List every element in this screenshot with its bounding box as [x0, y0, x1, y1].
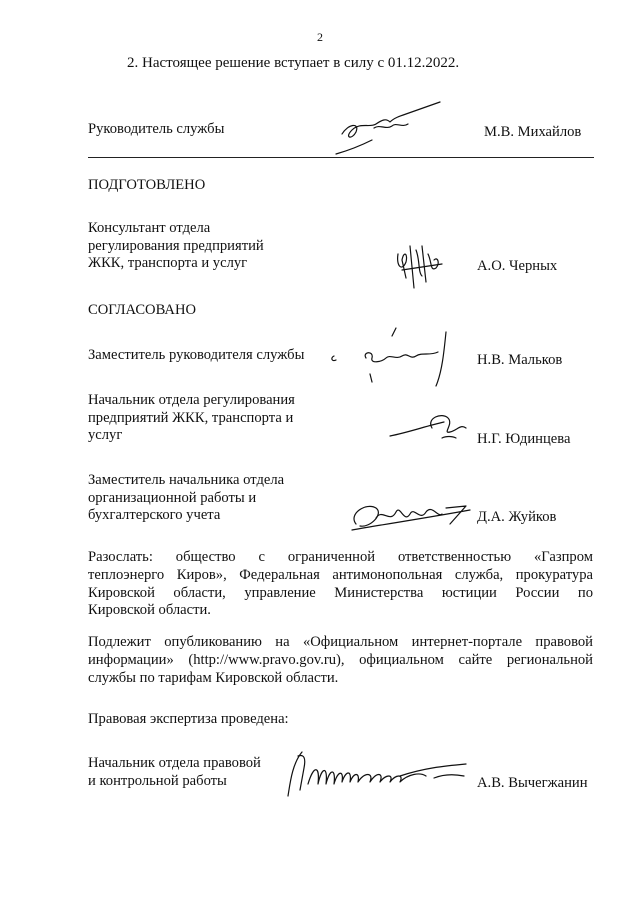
- agreed-name-2: Н.Г. Юдинцева: [477, 431, 571, 447]
- prepared-name: А.О. Черных: [477, 258, 558, 274]
- distribution-line: Кировской области.: [88, 602, 211, 619]
- agreed-signature-3: [346, 494, 476, 538]
- agreed-position-1: Заместитель руководителя службы: [88, 347, 305, 363]
- prepared-position-line: ЖКК, транспорта и услуг: [88, 255, 248, 271]
- head-position: Руководитель службы: [88, 121, 225, 137]
- publication-line: Подлежит опубликованию на «Официальном интернет-портале правовой: [88, 634, 593, 650]
- agreed-position-2: [88, 392, 295, 445]
- distribution-line: Разослать: общество с ограниченной ответственностью «Газпром: [88, 549, 593, 565]
- head-name: М.В. Михайлов: [484, 124, 582, 140]
- legal-review-note: Правовая экспертиза проведена:: [88, 711, 289, 727]
- distribution-line: Кировской области, управление Министерства юстиции России по: [88, 584, 593, 601]
- prepared-signature: [392, 240, 452, 295]
- legal-review-position-line: и контрольной работы: [88, 772, 227, 789]
- agreed-position-3: [88, 472, 284, 525]
- agreed-signature-1: [326, 322, 476, 392]
- agreed-position-2-line: предприятий ЖКК, транспорта и: [88, 409, 294, 426]
- agreed-signature-2: [386, 408, 476, 448]
- agreed-position-3-line: Заместитель начальника отдела: [88, 472, 285, 488]
- prepared-position-line: регулирования предприятий: [88, 237, 264, 254]
- agreed-position-2-line: Начальник отдела регулирования: [88, 392, 295, 408]
- distribution-line: теплоэнерго Киров», Федеральная антимонопольная служба, прокуратура: [88, 566, 593, 583]
- divider-line: [88, 157, 594, 158]
- publication-note: [88, 634, 593, 687]
- agreed-position-2-line: услуг: [88, 427, 123, 443]
- prepared-position: [88, 220, 264, 273]
- legal-review-position-line: Начальник отдела правовой: [88, 755, 261, 771]
- publication-line: службы по тарифам Кировской области.: [88, 669, 339, 686]
- agreed-heading: СОГЛАСОВАНО: [88, 302, 197, 318]
- agreed-position-3-line: бухгалтерского учета: [88, 507, 221, 523]
- head-signature: [330, 98, 450, 158]
- agreed-position-3-line: организационной работы и: [88, 489, 257, 506]
- legal-review-name: А.В. Вычегжанин: [477, 775, 588, 791]
- legal-review-signature: [284, 744, 474, 804]
- legal-review-position: [88, 755, 261, 790]
- publication-line: информации» (http://www.pravo.gov.ru), официальном сайте региональной: [88, 651, 593, 668]
- prepared-position-line: Консультант отдела: [88, 220, 211, 236]
- prepared-heading: ПОДГОТОВЛЕНО: [88, 177, 206, 193]
- decision-clause: 2. Настоящее решение вступает в силу с 01.12.2022.: [127, 55, 460, 71]
- agreed-name-3: Д.А. Жуйков: [477, 509, 557, 525]
- page-number: 2: [317, 30, 323, 44]
- agreed-name-1: Н.В. Мальков: [477, 352, 563, 368]
- distribution-list: [88, 549, 593, 620]
